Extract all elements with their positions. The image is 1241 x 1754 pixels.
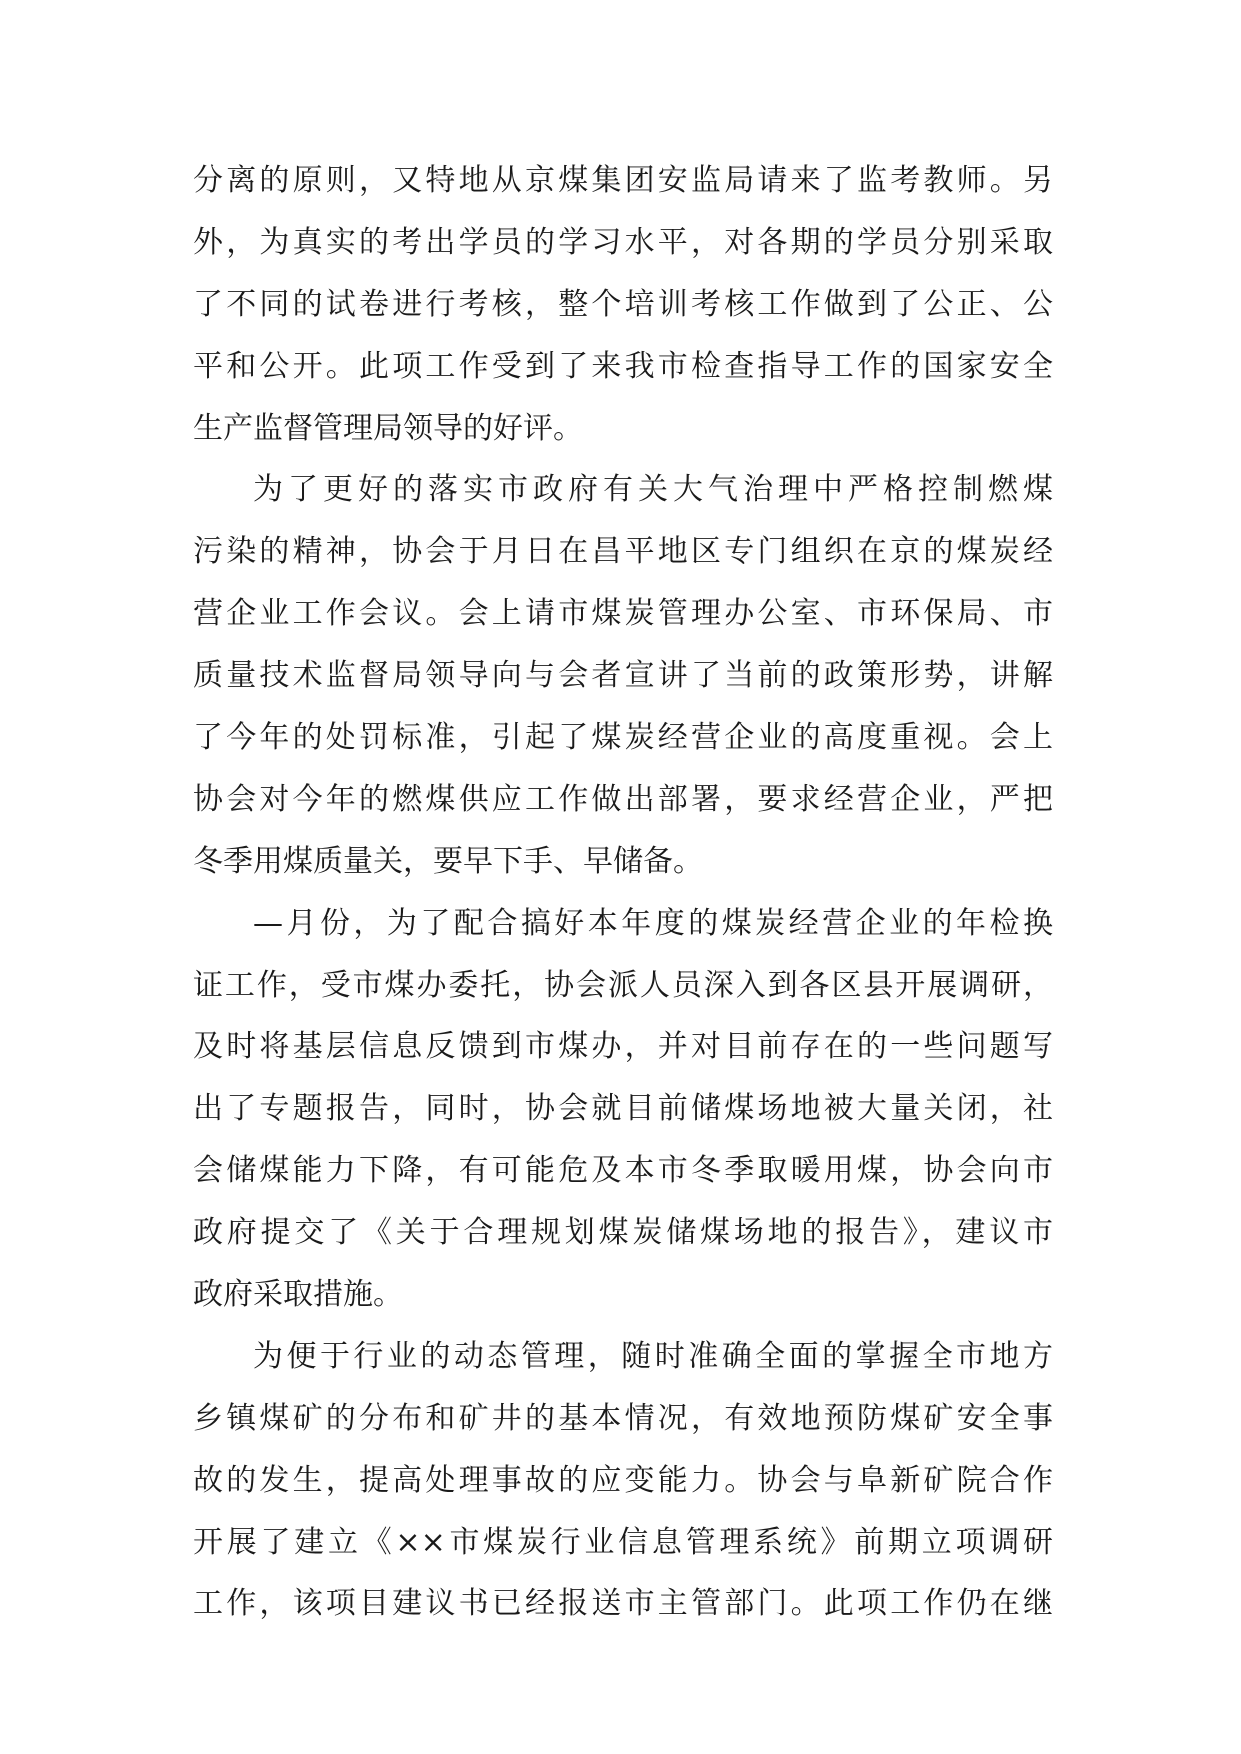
text-line: 质量技术监督局领导向与会者宣讲了当前的政策形势，讲解 <box>193 658 1053 694</box>
text-line: 营企业工作会议。会上请市煤炭管理办公室、市环保局、市 <box>193 596 1053 632</box>
text-line: 证工作，受市煤办委托，协会派人员深入到各区县开展调研， <box>193 967 1053 1003</box>
paragraph-first-line: 为了更好的落实市政府有关大气治理中严格控制燃煤 <box>253 472 1053 508</box>
text-line: 冬季用煤质量关，要早下手、早储备。 <box>193 843 703 879</box>
text-line: 分离的原则，又特地从京煤集团安监局请来了监考教师。另 <box>193 163 1053 198</box>
text-line: 政府采取措施。 <box>193 1277 403 1313</box>
text-line: 政府提交了《关于合理规划煤炭储煤场地的报告》，建议市 <box>193 1215 1053 1251</box>
text-line: 故的发生，提高处理事故的应变能力。协会与阜新矿院合作 <box>193 1462 1053 1498</box>
paragraph-first-line: —月份，为了配合搞好本年度的煤炭经营企业的年检换 <box>253 905 1053 941</box>
text-line: 污染的精神，协会于月日在昌平地区专门组织在京的煤炭经 <box>193 534 1053 570</box>
text-line: 乡镇煤矿的分布和矿井的基本情况，有效地预防煤矿安全事 <box>193 1400 1053 1436</box>
text-line: 及时将基层信息反馈到市煤办，并对目前存在的一些问题写 <box>193 1029 1053 1065</box>
text-line: 会储煤能力下降，有可能危及本市冬季取暖用煤，协会向市 <box>193 1153 1053 1189</box>
paragraph-first-line: 为便于行业的动态管理，随时准确全面的掌握全市地方 <box>253 1338 1053 1374</box>
text-line: 工作，该项目建议书已经报送市主管部门。此项工作仍在继 <box>193 1586 1053 1622</box>
text-line: 开展了建立《××市煤炭行业信息管理系统》前期立项调研 <box>193 1524 1053 1560</box>
text-line: 了不同的试卷进行考核，整个培训考核工作做到了公正、公 <box>193 286 1053 322</box>
text-line: 出了专题报告，同时，协会就目前储煤场地被大量关闭，社 <box>193 1091 1053 1127</box>
text-line: 了今年的处罚标准，引起了煤炭经营企业的高度重视。会上 <box>193 720 1053 756</box>
body-text <box>193 150 1053 1635</box>
text-line: 外，为真实的考出学员的学习水平，对各期的学员分别采取 <box>193 224 1053 260</box>
text-line: 平和公开。此项工作受到了来我市检查指导工作的国家安全 <box>193 348 1053 384</box>
text-line: 生产监督管理局领导的好评。 <box>193 410 583 446</box>
text-line: 协会对今年的燃煤供应工作做出部署，要求经营企业，严把 <box>193 781 1053 817</box>
